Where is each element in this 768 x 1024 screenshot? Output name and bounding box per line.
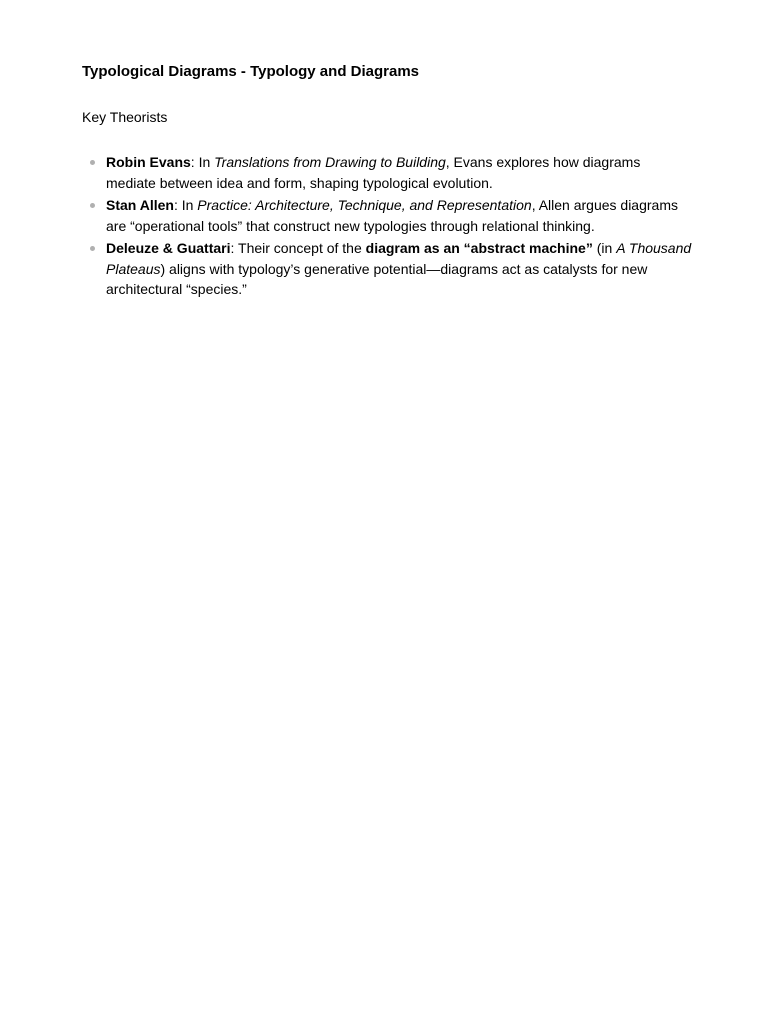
theorist-list [82,152,692,302]
text-segment: : In [190,154,215,170]
text-segment: : In [173,197,198,213]
theorist-name: Robin Evans [106,154,191,170]
bullet-icon [90,160,95,165]
bullet-icon [90,246,95,251]
section-heading: Key Theorists [82,109,168,125]
text-segment: (in [592,240,617,256]
bullet-icon [90,203,95,208]
text-segment: , Allen argues diagrams are “operational tools” that construct new typologies through relational thinking. [106,197,678,234]
work-title: A Thousand Plateaus [106,240,692,277]
work-title: Translations from Drawing to Building [214,154,446,170]
list-item-robin-evans [82,152,692,193]
theorist-name: Stan Allen [106,197,174,213]
text-segment: , Evans explores how diagrams mediate between idea and form, shaping typological evolution. [106,154,641,191]
list-item-deleuze-guattari [82,238,692,300]
text-segment: ) aligns with typology’s generative potential—diagrams act as catalysts for new architectural “species.” [106,260,648,297]
work-title: Practice: Architecture, Technique, and Representation [197,197,532,213]
text-segment: : Their concept of the [230,240,366,256]
theorist-name: Deleuze & Guattari [106,240,231,256]
list-item-stan-allen [82,195,692,236]
document-title: Typological Diagrams - Typology and Diagrams [82,63,420,80]
emphasized-phrase: diagram as an “abstract machine” [365,240,593,256]
